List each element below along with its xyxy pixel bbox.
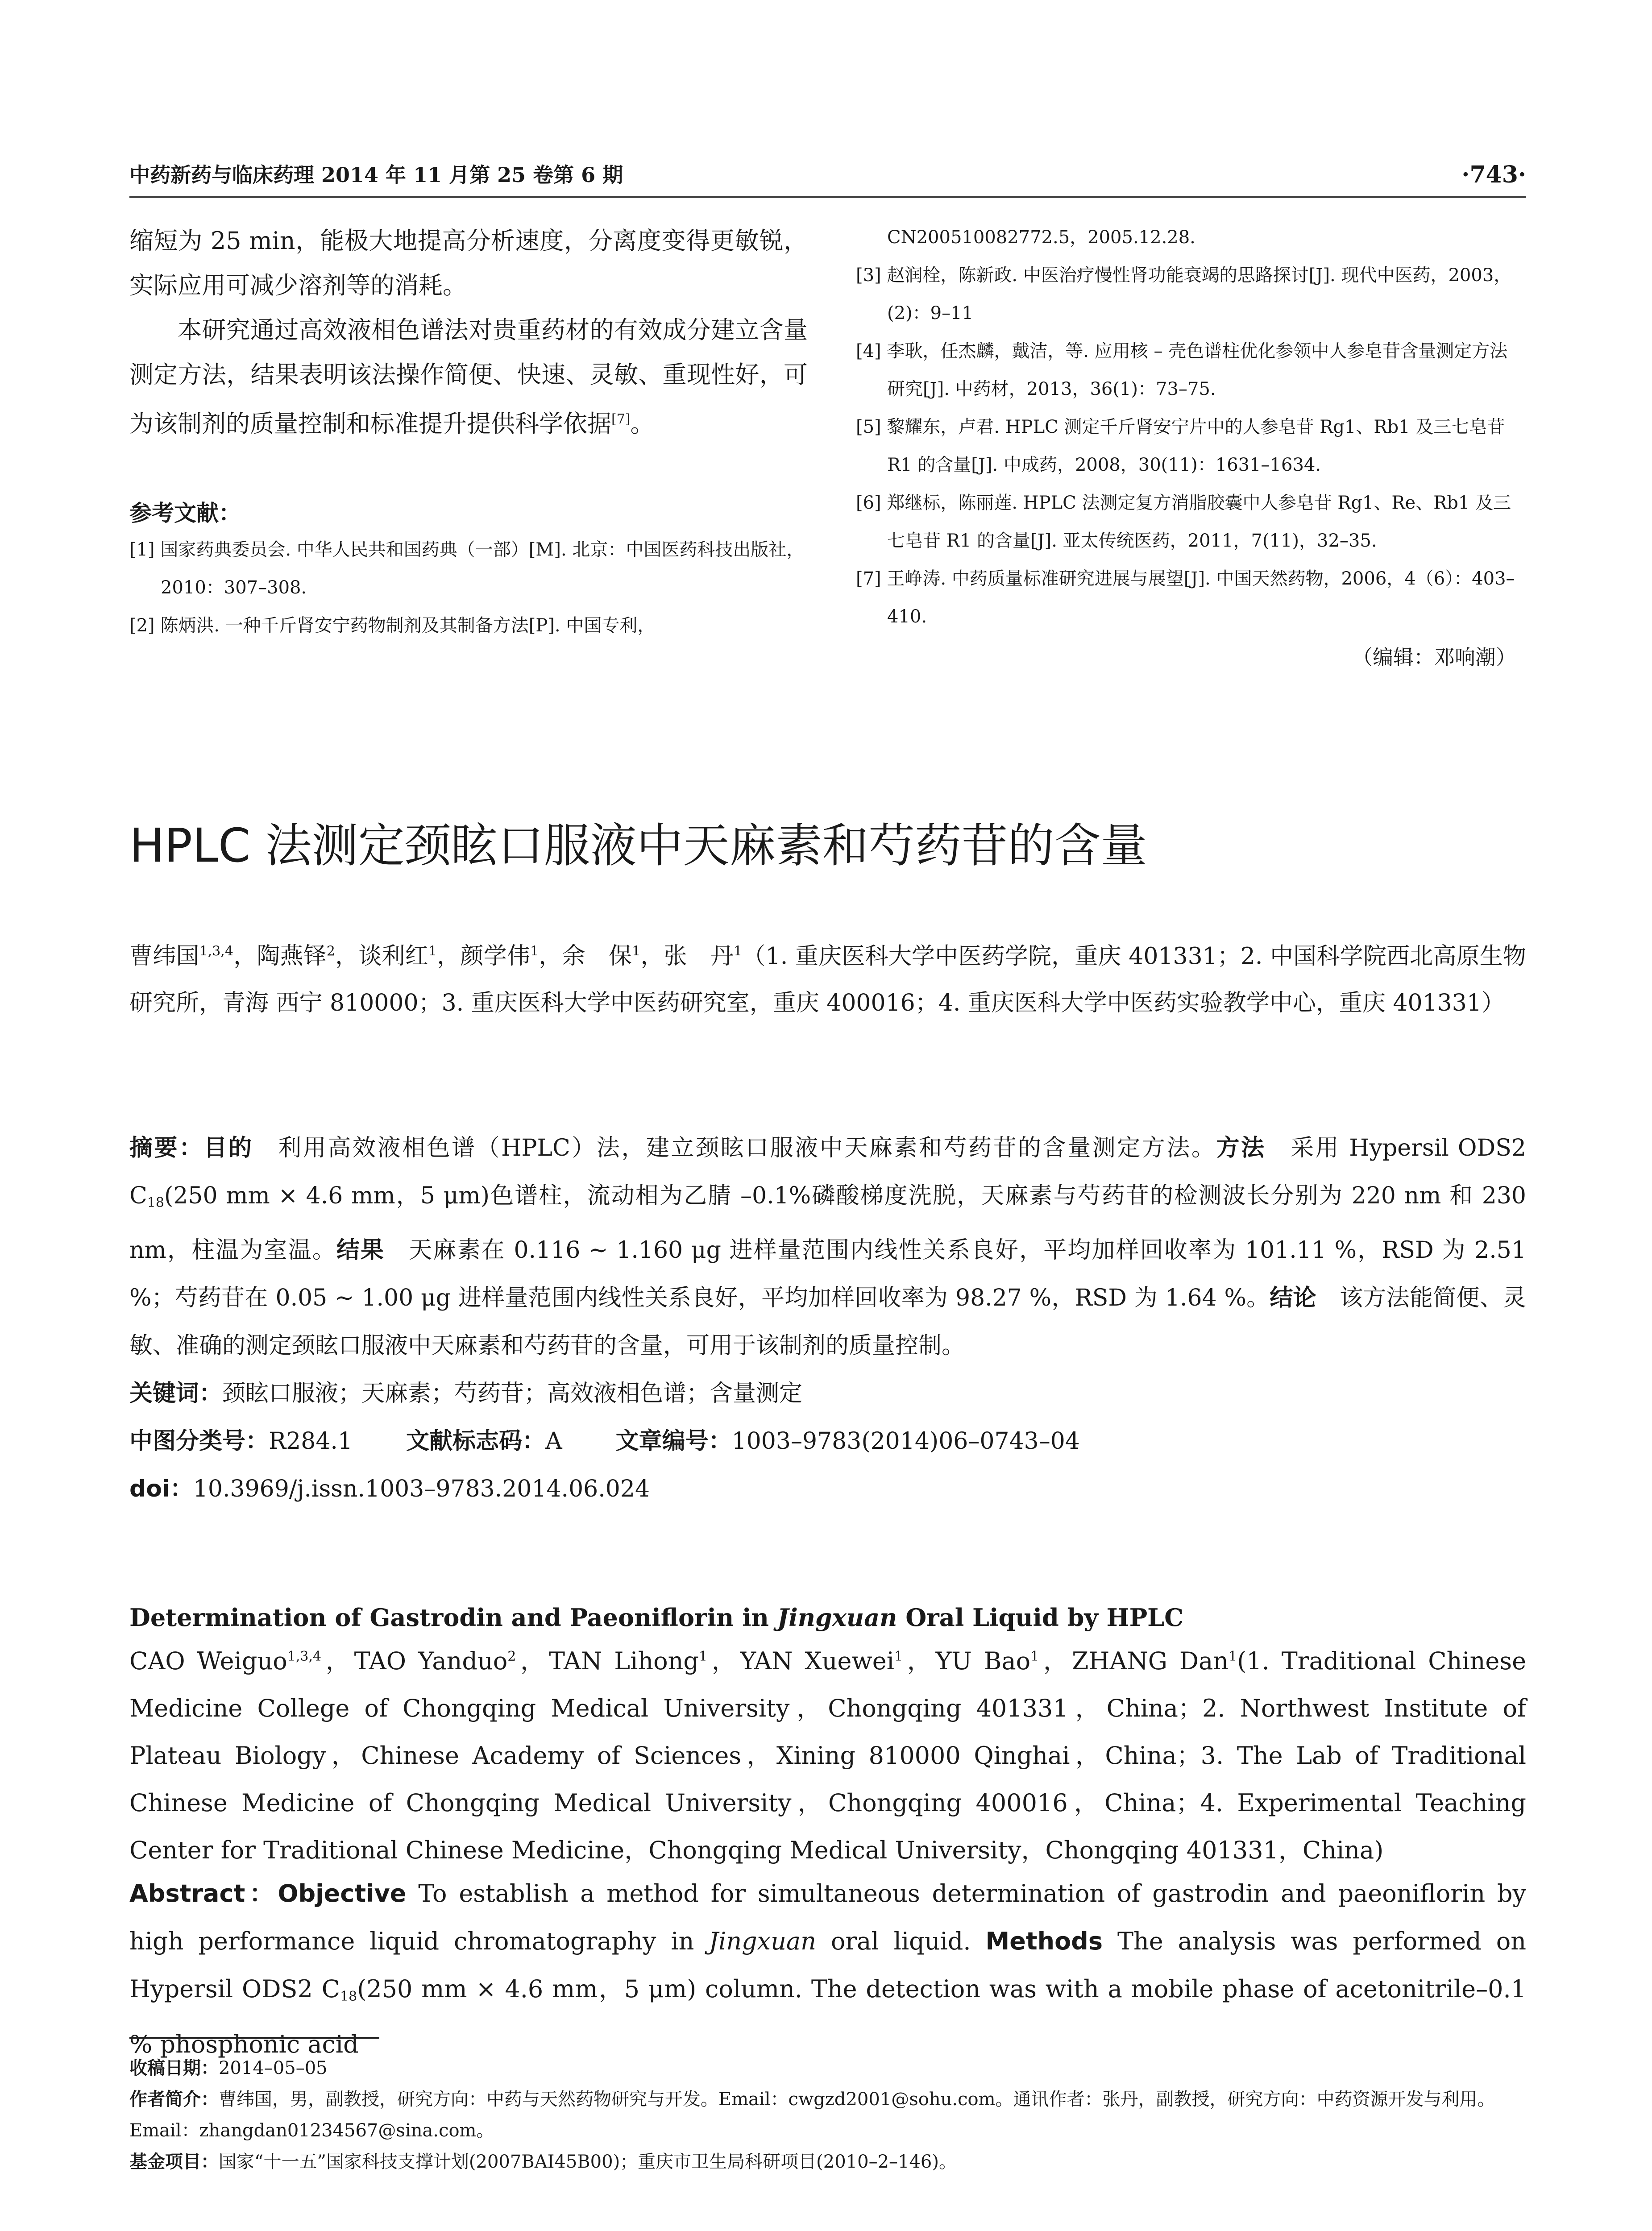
doi: 10.3969/j.issn.1003–9783.2014.06.024 [193, 1476, 650, 1502]
reference-2: [2] 陈炳洪. 一种千斤肾安宁药物制剂及其制备方法[P]. 中国专利， [129, 615, 656, 636]
prev-article-right-column [856, 219, 1525, 676]
reference-2-continued: CN200510082772.5，2005.12.28. [887, 227, 1195, 248]
references-heading: 参考文献： [129, 500, 241, 526]
chinese-abstract [129, 1124, 1526, 1513]
english-affiliations: (1. Traditional Chinese Medicine College of Chongqing Medical University，Chongqing 401331，China；2. Northwest Institute of Plateau Biology，Chinese Academy of Sciences，Xining 810000 Qinghai，China；3. The Lab of Traditional Chinese Medicine of Chongqing Medical University，Chongqing 400016，China；4. Experimental Teaching Center for Traditional Chinese Medicine，Chongqing Medical University，Chongqing 401331，China) [129, 1647, 1527, 1864]
reference-7: [7] 王峥涛. 中药质量标准研究进展与展望[J]. 中国天然药物，2006，4（6）：403–410. [856, 568, 1515, 627]
english-author-block: CAO Weiguo$^{1,3,4}$，TAO Yanduo$^2$，TAN Lihong$^1$，YAN Xuewei$^1$，YU Bao$^1$，ZHANG Dan$^1$(1. Traditional Chinese Medicine College of Chongqing Medical University，Chongqing 401331，China；2. Northwest Institute of Plateau Biology，Chinese Academy of Sciences，Xining 810000 Qinghai，China；3. The Lab of Traditional Chinese Medicine of Chongqing Medical University，Chongqing 400016，China；4. Experimental Teaching Center for Traditional Chinese Medicine，Chongqing Medical University，Chongqing 401331，China) [129, 1647, 1527, 1864]
english-title: Determination of Gastrodin and Paeoniflorin in Jingxuan Oral Liquid by HPLC [129, 1603, 1184, 1632]
keywords-line: 关键词：颈眩口服液；天麻素；芍药苷；高效液相色谱；含量测定 [129, 1380, 803, 1407]
running-header [129, 162, 1526, 188]
affiliations: （1. 重庆医科大学中医药学院，重庆 401331；2. 中国科学院西北高原生物研究所，青海 西宁 810000；3. 重庆医科大学中医药研究室，重庆 400016；4. 重庆医科大学中医药实验教学中心，重庆 401331） [129, 943, 1526, 1017]
document-code: A [545, 1428, 562, 1455]
classification-line: 中图分类号：R284.1 文献标志码：A 文章编号：1003–9783(2014)06–0743–04 [129, 1428, 1080, 1455]
objective-label: 目的 [203, 1135, 253, 1161]
methods-label: 方法 [1216, 1135, 1266, 1161]
keywords: 颈眩口服液；天麻素；芍药苷；高效液相色谱；含量测定 [222, 1380, 803, 1407]
prev-article-left-column [129, 219, 808, 645]
article-number: 1003–9783(2014)06–0743–04 [731, 1428, 1080, 1455]
received-date: 收稿日期：2014–05–05 [129, 2058, 328, 2078]
prev-paragraph-2: 本研究通过高效液相色谱法对贵重药材的有效成分建立含量测定方法，结果表明该法操作简便、快速、灵敏、重现性好，可为该制剂的质量控制和标准提升提供科学依据[7]。 [129, 316, 808, 438]
footnotes [129, 2053, 1526, 2177]
author-list: 曹纬国$^{1,3,4}$，陶燕铎$^2$，谈利红$^1$，颜学伟$^1$，余 保$^1$，张 丹$^1$ [129, 943, 743, 970]
article-title: HPLC 法测定颈眩口服液中天麻素和芍药苷的含量 [129, 818, 1147, 873]
author-bio: 作者简介：曹纬国，男，副教授，研究方向：中药与天然药物研究与开发。Email：cwgzd2001@sohu.com。通讯作者：张丹，副教授，研究方向：中药资源开发与利用。Email：zhangdan01234567@sina.com。 [129, 2089, 1495, 2141]
header-rule [129, 196, 1526, 198]
reference-4: [4] 李耿，任杰麟，戴洁，等. 应用核 – 壳色谱柱优化参领中人参皂苷含量测定方法研究[J]. 中药材，2013，36(1)：73–75. [856, 341, 1508, 399]
footnote-rule [129, 2037, 379, 2039]
funding: 基金项目：国家“十一五”国家科技支撑计划(2007BAI45B00)；重庆市卫生局科研项目(2010–2–146)。 [129, 2152, 957, 2172]
conclusion-label: 结论 [1270, 1285, 1316, 1311]
journal-issue: 中药新药与临床药理 2014 年 11 月第 25 卷第 6 期 [129, 163, 623, 187]
reference-6: [6] 郑继标，陈丽莲. HPLC 法测定复方消脂胶囊中人参皂苷 Rg1、Re、Rb1 及三七皂苷 R1 的含量[J]. 亚太传统医药，2011，7(11)，32–35. [856, 493, 1511, 551]
reference-3: [3] 赵润栓，陈新政. 中医治疗慢性肾功能衰竭的思路探讨[J]. 现代中医药，2003，(2)：9–11 [856, 265, 1512, 323]
prev-paragraph-1: 缩短为 25 min，能极大地提高分析速度，分离度变得更敏锐，实际应用可减少溶剂等的消耗。 [129, 227, 808, 299]
english-abstract: Abstract：Objective To establish a method for simultaneous determination of gastrodin and paeoniflorin by high performance liquid chromatography in Jingxuan oral liquid. Methods The analysis was performed on Hypersil ODS2 $C_{18}(250$ mm × 4.6 mm，5 μm) column. The detection was with a mobile phase of acetonitrile–0.1 % phosphonic acid [129, 1879, 1527, 2058]
abstract-label: 摘要： [129, 1135, 204, 1161]
page-number: ·743· [1461, 161, 1526, 188]
citation-mark: [7] [611, 411, 631, 427]
results-label: 结果 [336, 1237, 385, 1264]
editor-credit: （编辑：邓响潮） [1352, 645, 1516, 669]
author-block [129, 928, 1526, 1027]
doi-line: doi：10.3969/j.issn.1003–9783.2014.06.024 [129, 1476, 650, 1502]
reference-5: [5] 黎耀东，卢君. HPLC 测定千斤肾安宁片中的人参皂苷 Rg1、Rb1 及三七皂苷 R1 的含量[J]. 中成药，2008，30(11)：1631–1634. [856, 417, 1505, 475]
clc-number: R284.1 [269, 1428, 353, 1455]
reference-1: [1] 国家药典委员会. 中华人民共和国药典（一部）[M]. 北京：中国医药科技出版社，2010：307–308. [129, 539, 805, 598]
abstract-text: 摘要：目的 利用高效液相色谱（HPLC）法，建立颈眩口服液中天麻素和芍药苷的含量测定方法。方法 采用 Hypersil ODS2 $C_{18}(250$ mm × 4.6 mm，5 μm)色谱柱，流动相为乙腈 –0.1%磷酸梯度洗脱，天麻素与芍药苷的检测波长分别为 220 nm 和 230 nm，柱温为室温。结果 天麻素在 0.116 ~ 1.160 μg 进样量范围内线性关系良好，平均加样回收率为 101.11 %，RSD 为 2.51 %；芍药苷在 0.05 ~ 1.00 μg 进样量范围内线性关系良好，平均加样回收率为 98.27 %，RSD 为 1.64 %。结论 该方法能简便、灵敏、准确的测定颈眩口服液中天麻素和芍药苷的含量，可用于该制剂的质量控制。 [129, 1135, 1526, 1359]
